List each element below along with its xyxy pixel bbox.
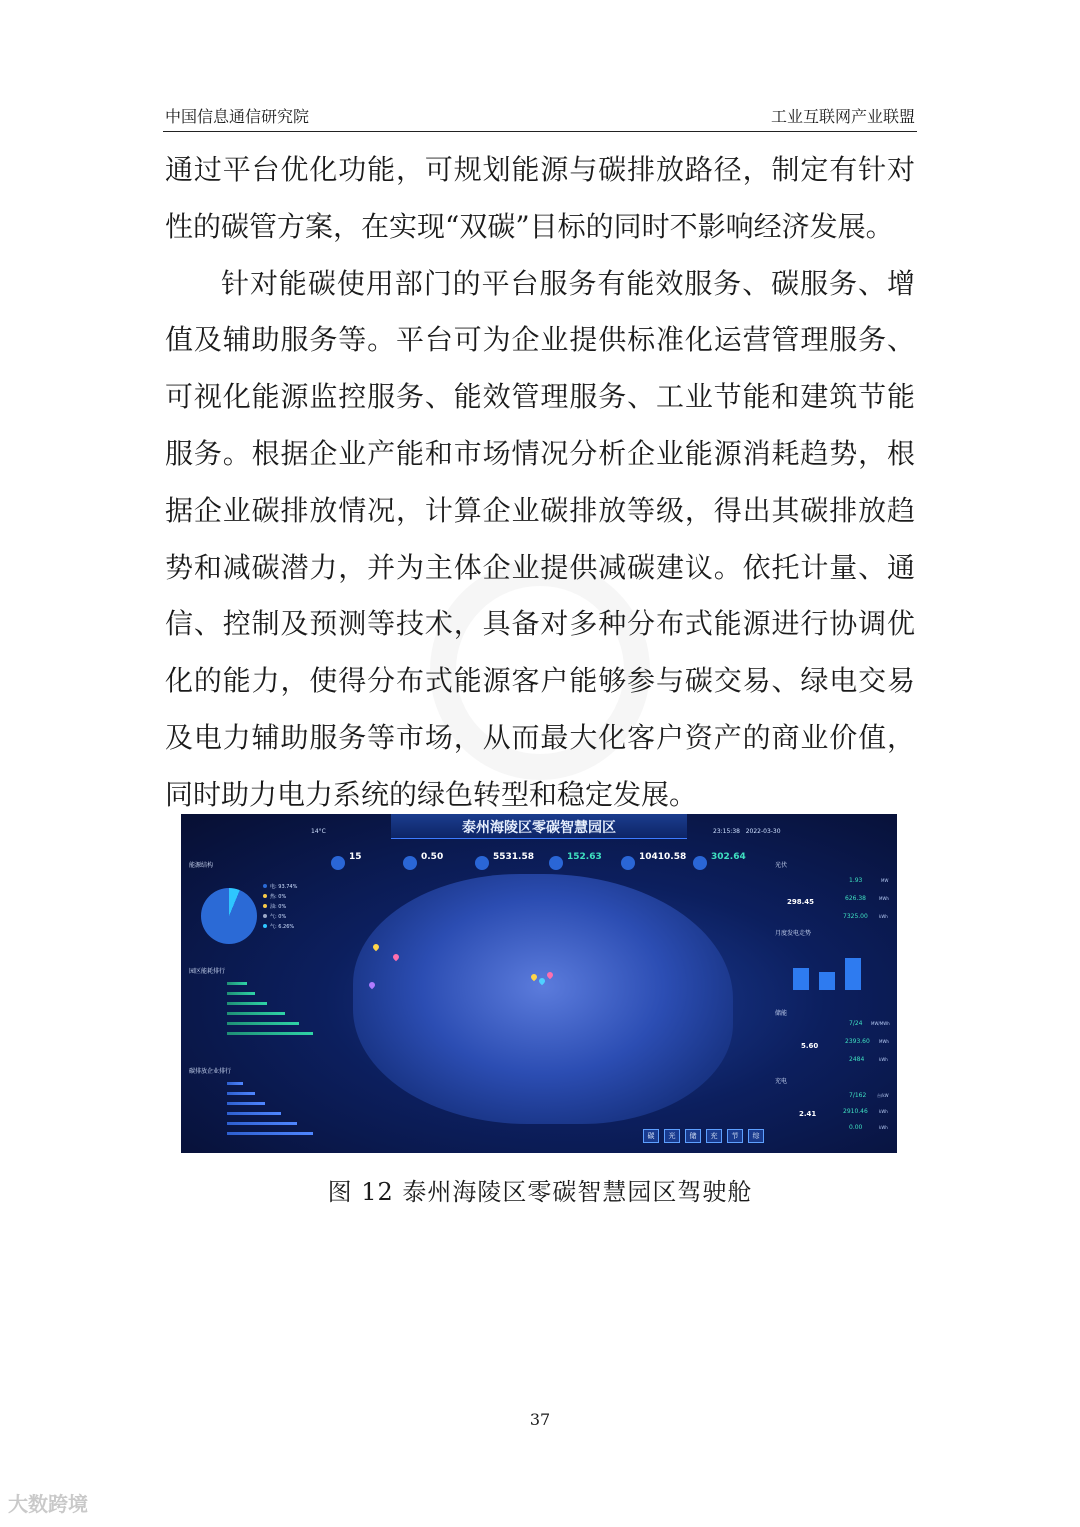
body-line: 同时助力电力系统的绿色转型和稳定发展。 xyxy=(165,777,698,811)
stat-card xyxy=(421,852,443,882)
body-line: 可视化能源监控服务、能效管理服务、工业节能和建筑节能 xyxy=(165,380,915,414)
legend-dot-icon xyxy=(263,904,267,908)
body-line: 势和减碳潜力，并为主体企业提供减碳建议。依托计量、通 xyxy=(165,550,915,584)
pv-unit: kWh xyxy=(879,914,888,919)
body-line: 性的碳管方案，在实现“双碳”目标的同时不影响经济发展。 xyxy=(165,209,894,243)
stat-card xyxy=(639,852,686,882)
stat-card xyxy=(711,852,746,882)
pv-unit: MW xyxy=(881,878,889,883)
stat-value: 5531.58 xyxy=(493,852,534,862)
ranking-bar xyxy=(227,1012,285,1015)
category-button-carbon: 碳 xyxy=(643,1129,659,1143)
stat-icon xyxy=(403,856,417,870)
ranking-bar xyxy=(227,1092,255,1095)
pv-value: 1.93 xyxy=(849,877,863,884)
body-line: 信、控制及预测等技术，具备对多种分布式能源进行协调优 xyxy=(165,607,915,641)
charging-value: 2910.46 xyxy=(843,1108,868,1115)
pv-total: 298.45 xyxy=(787,898,815,906)
ranking-bar xyxy=(227,1032,313,1035)
charging-unit: 台/kW xyxy=(877,1093,889,1098)
storage-total: 5.60 xyxy=(801,1042,819,1050)
stat-value: 152.63 xyxy=(567,852,602,862)
header-rule xyxy=(163,131,917,132)
dashboard-screenshot xyxy=(181,814,897,1153)
stat-icon xyxy=(693,856,707,870)
panel-title-charging: 充电 xyxy=(775,1078,788,1085)
category-button-storage: 储 xyxy=(685,1129,701,1143)
weather-readout: 14°C xyxy=(311,828,326,835)
legend-dot-icon xyxy=(263,894,267,898)
stat-icon xyxy=(549,856,563,870)
legend-dot-icon xyxy=(263,884,267,888)
stat-value: 15 xyxy=(349,852,362,862)
stat-icon xyxy=(475,856,489,870)
generation-bar xyxy=(819,972,835,990)
storage-value: 2393.60 xyxy=(845,1038,870,1045)
body-line: 据企业碳排放情况，计算企业碳排放等级，得出其碳排放趋 xyxy=(165,493,915,527)
body-line: 化的能力，使得分布式能源客户能够参与碳交易、绿电交易 xyxy=(165,664,915,698)
storage-unit: kWh xyxy=(879,1057,888,1062)
figure-caption: 图 12 泰州海陵区零碳智慧园区驾驶舱 xyxy=(327,1178,753,1206)
body-line: 通过平台优化功能，可规划能源与碳排放路径，制定有针对 xyxy=(165,153,915,186)
storage-value: 2484 xyxy=(849,1056,865,1063)
ranking-bar xyxy=(227,1112,281,1115)
district-map xyxy=(353,874,733,1124)
storage-unit: MWh xyxy=(879,1039,889,1044)
charging-value: 7/162 xyxy=(849,1092,867,1099)
body-line: 服务。根据企业产能和市场情况分析企业能源消耗趋势，根 xyxy=(165,436,915,470)
ranking-bar xyxy=(227,1122,297,1125)
body-text xyxy=(165,142,915,824)
generation-bar xyxy=(845,958,861,990)
charging-unit: kWh xyxy=(879,1125,888,1130)
ranking-bar xyxy=(227,982,247,985)
category-button-charging: 充 xyxy=(706,1129,722,1143)
dashboard-title: 泰州海陵区零碳智慧园区 xyxy=(462,820,616,836)
category-button-saving: 节 xyxy=(727,1129,743,1143)
legend-dot-icon xyxy=(263,914,267,918)
body-line: 及电力辅助服务等市场，从而最大化客户资产的商业价值， xyxy=(165,720,915,754)
pie-legend: 电: 93.74% 热: 0% 油: 0% 气: 0% 气: 6.26% xyxy=(263,882,297,932)
generation-bar xyxy=(793,968,809,990)
category-button-integrated: 综 xyxy=(748,1129,764,1143)
clock-date: 2022-03-30 xyxy=(745,828,781,835)
ranking-bar xyxy=(227,1002,267,1005)
pv-value: 626.38 xyxy=(845,895,866,902)
legend-dot-icon xyxy=(263,924,267,928)
panel-title-pv: 光伏 xyxy=(775,862,788,869)
category-button-row xyxy=(643,1123,769,1143)
panel-title-energy-structure: 能源结构 xyxy=(189,862,214,869)
stat-icon xyxy=(621,856,635,870)
body-line: 针对能碳使用部门的平台服务有能效服务、碳服务、增 xyxy=(221,266,915,300)
ranking-bar xyxy=(227,1022,299,1025)
page-number: 37 xyxy=(529,1410,551,1429)
charging-total: 2.41 xyxy=(799,1110,817,1118)
pv-unit: MWh xyxy=(879,896,889,901)
panel-title-storage: 储能 xyxy=(775,1010,788,1017)
energy-pie-chart xyxy=(201,888,257,944)
storage-value: 7/24 xyxy=(849,1020,863,1027)
clock-time: 23:15:38 xyxy=(713,828,740,835)
pv-value: 7325.00 xyxy=(843,913,868,920)
stat-value: 10410.58 xyxy=(639,852,687,862)
category-button-pv: 光 xyxy=(664,1129,680,1143)
storage-unit: MW/MWh xyxy=(871,1021,890,1026)
body-line: 值及辅助服务等。平台可为企业提供标准化运营管理服务、 xyxy=(165,323,915,357)
charging-value: 0.00 xyxy=(849,1124,863,1131)
header-org-right: 工业互联网产业联盟 xyxy=(770,107,915,126)
dashboard-title-bar xyxy=(391,814,687,839)
dashboard-clock xyxy=(713,828,781,835)
panel-title-monthly-generation: 月度发电走势 xyxy=(775,930,812,937)
panel-title-carbon-ranking: 碳排放企业排行 xyxy=(189,1068,232,1075)
ranking-bar xyxy=(227,1102,265,1105)
stat-card xyxy=(349,852,362,882)
ranking-bar xyxy=(227,1132,313,1135)
stat-value: 302.64 xyxy=(711,852,746,862)
stat-icon xyxy=(331,856,345,870)
ranking-bar xyxy=(227,992,255,995)
source-logo: 大数跨境 xyxy=(8,1492,88,1516)
ranking-bar xyxy=(227,1082,243,1085)
panel-title-energy-ranking: 园区能耗排行 xyxy=(189,968,226,975)
charging-unit: kWh xyxy=(879,1109,888,1114)
header-org-left: 中国信息通信研究院 xyxy=(165,107,310,126)
stat-value: 0.50 xyxy=(421,852,444,862)
